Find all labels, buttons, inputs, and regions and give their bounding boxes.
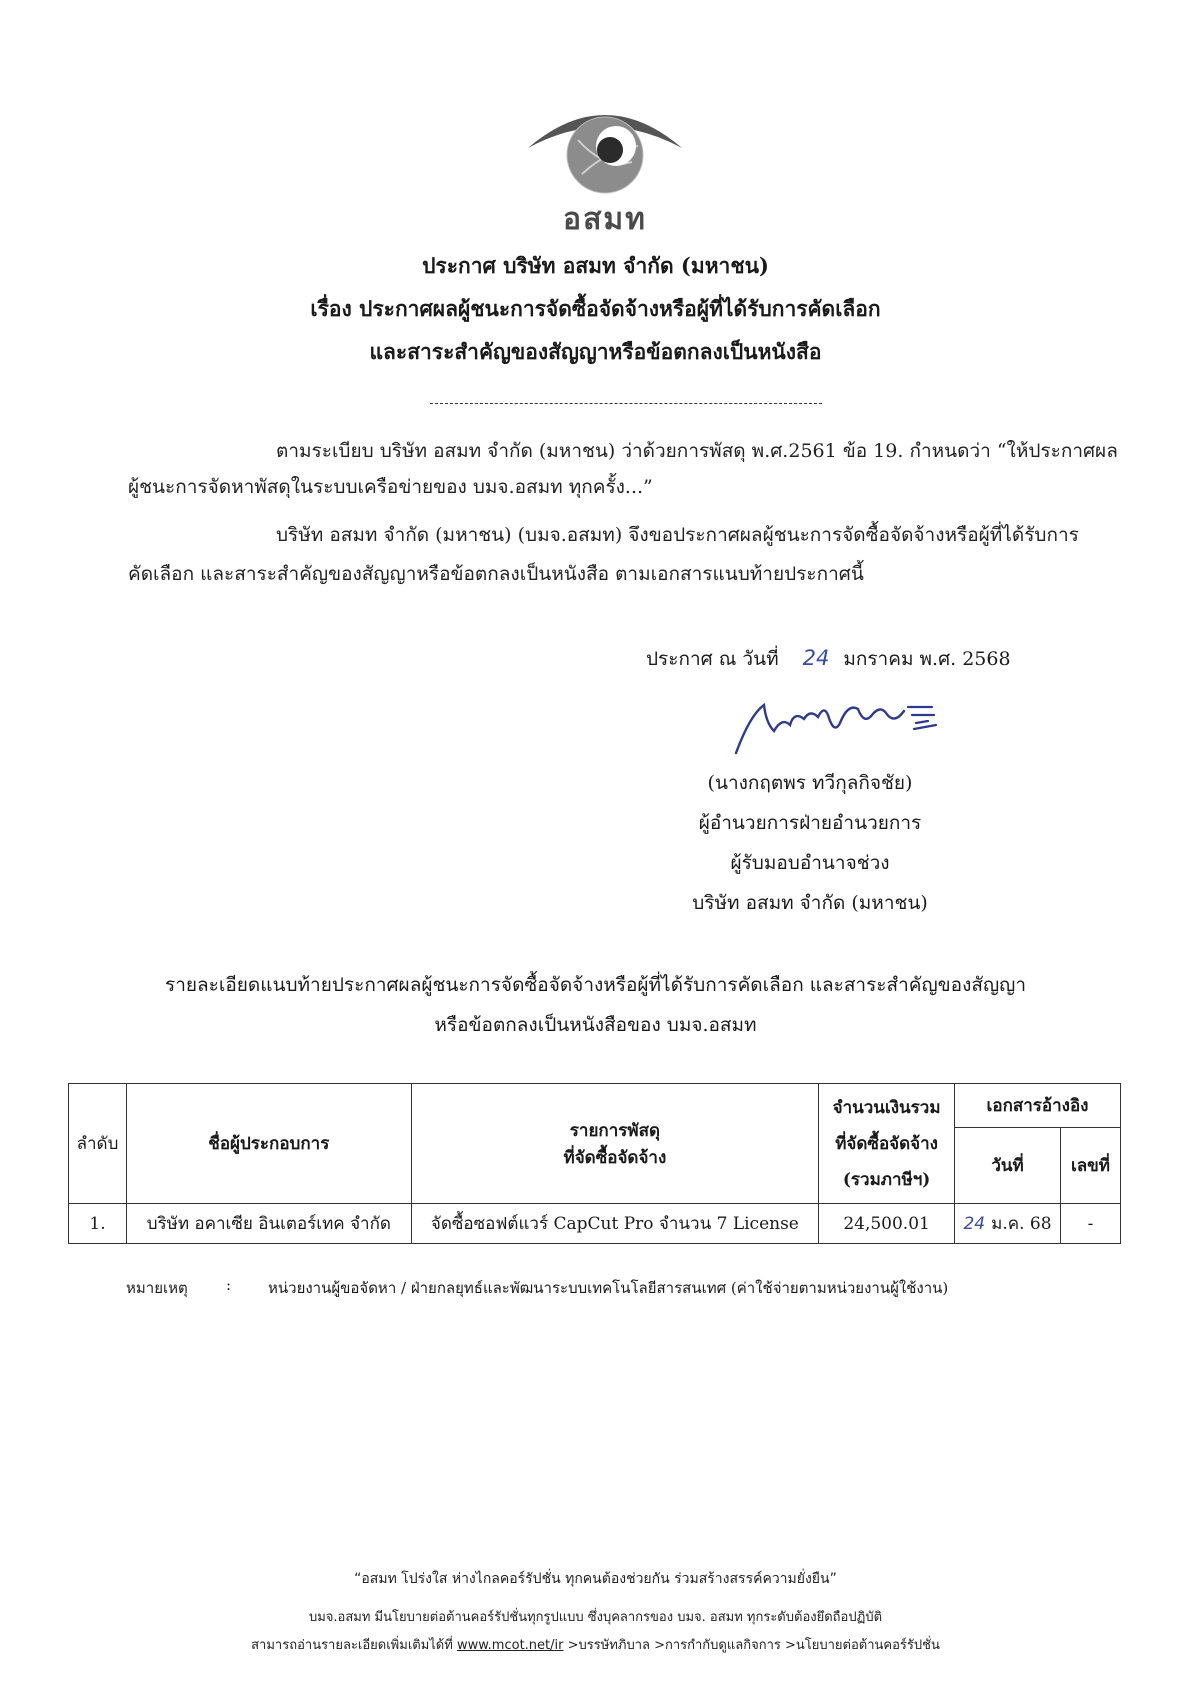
para2-line1: บริษัท อสมท จำกัด (มหาชน) (บมจ.อสมท) จึงขอประกาศผลผู้ชนะการจัดซื้อจัดจ้างหรือผู้ที่ได้รับการ [276,524,1079,546]
procurement-table [68,1083,1121,1244]
footer-mcot-link[interactable]: www.mcot.net/ir [456,1638,564,1653]
date-suffix: มกราคม พ.ศ. 2568 [843,648,1011,670]
header-subject-continued: และสาระสำคัญของสัญญาหรือข้อตกลงเป็นหนังสือ [369,339,822,364]
signature-icon [730,695,960,760]
row-item: จัดซื้อซอฟต์แวร์ CapCut Pro จำนวน 7 License [411,1204,818,1244]
row-number: - [1060,1204,1120,1244]
header-amount-line1: จำนวนเงินรวม [832,1097,941,1118]
logo-wordmark: อสมท [563,202,647,237]
note-label: หมายเหตุ [126,1279,188,1297]
header-amount-line3: (รวมภาษีฯ) [842,1169,931,1190]
header-item-line1: รายการพัสดุ [569,1120,660,1141]
footer-policy: บมจ.อสมท มีนโยบายต่อต้านคอร์รัปชั่นทุกรูปแบบ ซึ่งบุคลากรของ บมจ. อสมท ทุกระดับต้องยึดถือปฏิบัติ [308,1610,883,1625]
date-prefix: ประกาศ ณ วันที่ [646,648,779,670]
header-item-line2: ที่จัดซื้อจัดจ้าง [563,1147,667,1168]
table-header-row [69,1084,1121,1128]
footer-more-suffix: >บรรษัทภิบาล >การกำกับดูแลกิจการ >นโยบายต่อต้านคอร์รัปชั่น [567,1638,940,1653]
row-date-printed: ม.ค. 68 [991,1214,1052,1234]
footer-more-prefix: สามารถอ่านรายละเอียดเพิ่มเติมได้ที่ [251,1638,453,1653]
footer-more-info [0,1634,1191,1655]
header-reference: เอกสารอ้างอิง [955,1084,1121,1128]
date-day-handwritten: 24 [802,646,830,670]
header-amount [819,1084,955,1204]
row-date [955,1204,1061,1244]
header-ref-number: เลขที่ [1060,1128,1120,1204]
note-colon: : [226,1276,232,1294]
signer-name: (นางกฤตพร ทวีกุลกิจชัย) [707,772,913,794]
para1-line1: ตามระเบียบ บริษัท อสมท จำกัด (มหาชน) ว่าด้วยการพัสดุ พ.ศ.2561 ข้อ 19. กำหนดว่า “ให้ประกาศผล [276,440,1118,462]
attachment-title: รายละเอียดแนบท้ายประกาศผลผู้ชนะการจัดซื้อจัดจ้างหรือผู้ที่ได้รับการคัดเลือก และสาระสำคัญของสัญญา [165,974,1026,996]
header-item [411,1084,818,1204]
row-date-handwritten: 24 [963,1214,986,1234]
footer-slogan: “อสมท โปร่งใส ห่างไกลคอร์รัปชั่น ทุกคนต้องช่วยกัน ร่วมสร้างสรรค์ความยั่งยืน” [354,1571,837,1587]
mcot-logo [520,100,690,235]
row-vendor: บริษัท อคาเซีย อินเตอร์เทค จำกัด [126,1204,411,1244]
para1-line2: ผู้ชนะการจัดหาพัสดุในระบบเครือข่ายของ บมจ.อสมท ทุกครั้ง...” [128,476,653,498]
header-no: ลำดับ [69,1084,127,1204]
header-amount-line2: ที่จัดซื้อจัดจ้าง [835,1133,938,1154]
row-amount: 24,500.01 [819,1204,955,1244]
handwritten-signature [730,695,960,764]
signer-role: ผู้รับมอบอำนาจช่วง [730,852,890,874]
header-separator [430,403,822,404]
mcot-eye-icon [520,100,690,200]
attachment-title-continued: หรือข้อตกลงเป็นหนังสือของ บมจ.อสมท [434,1014,757,1036]
header-subject: เรื่อง ประกาศผลผู้ชนะการจัดซื้อจัดจ้างหรือผู้ที่ได้รับการคัดเลือก [310,296,881,321]
header-ref-date: วันที่ [955,1128,1061,1204]
table-row [69,1204,1121,1244]
signer-company: บริษัท อสมท จำกัด (มหาชน) [692,892,928,914]
note-text: หน่วยงานผู้ขอจัดหา / ฝ่ายกลยุทธ์และพัฒนาระบบเทคโนโลยีสารสนเทศ (ค่าใช้จ่ายตามหน่วยงานผู้ใช้งาน) [268,1279,949,1297]
signer-position: ผู้อำนวยการฝ่ายอำนวยการ [698,812,922,834]
announcement-date [646,644,1011,674]
para2-line2: คัดเลือก และสาระสำคัญของสัญญาหรือข้อตกลงเป็นหนังสือ ตามเอกสารแนบท้ายประกาศนี้ [128,563,864,585]
header-vendor: ชื่อผู้ประกอบการ [126,1084,411,1204]
header-title: ประกาศ บริษัท อสมท จำกัด (มหาชน) [422,253,769,278]
row-no: 1. [69,1204,127,1244]
